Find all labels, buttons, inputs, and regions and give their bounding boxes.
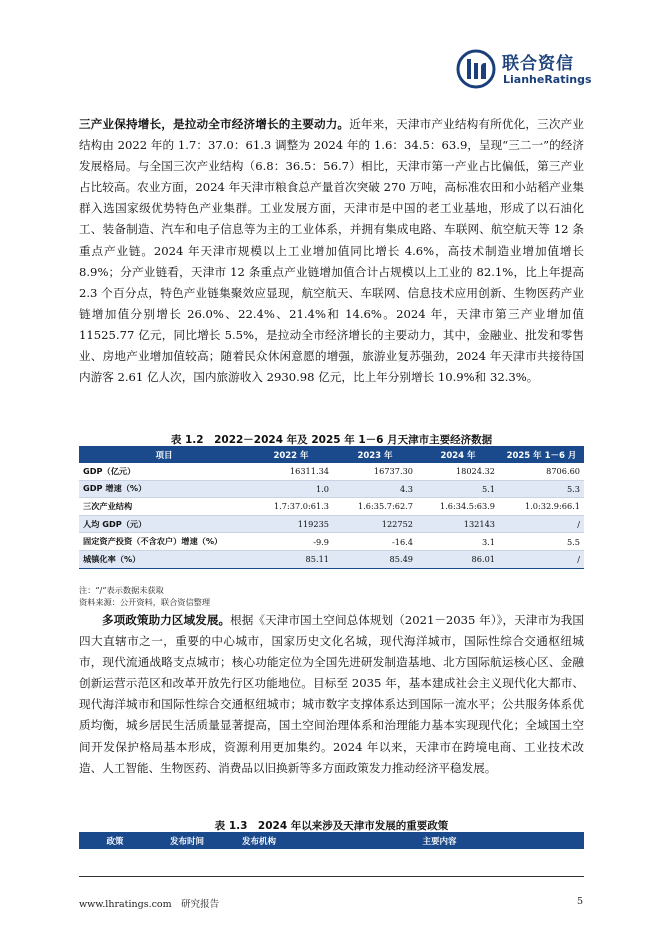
column-header: 项目 — [79, 446, 249, 463]
paragraph-body: 近年来，天津市产业结构有所优化，三次产业结构由 2022 年的 1.7：37.0：61.3 调整为 2024 年的 1.6：34.5：63.9，呈现“三二一”的经济发展格局。与全国三次产业结构（6.8：36.5：56.7）相比，天津市第一产业占比偏低，第三产业占比较高。农业方面，2024 年天津市粮食总产量首次突破 270 万吨，高标准农田和小站稻产业集群入选国家级优势特色产业集群。工业发展方面，天津市是中国的老工业基地，形成了以石油化工、装备制造、汽车和电子信息等为主的工业体系，并拥有集成电路、车联网、航空航天等 12 条重点产业链。2024 年天津市规模以上工业增加值同比增长 4.6%，高技术制造业增加值增长 8.9%；分产业链看，天津市 12 条重点产业链增加值合计占规模以上工业的 82.1%，比上年提高 2.3 个百分点，特色产业链集聚效应显现，航空航天、车联网、信息技术应用创新、生物医药产业链增加值分别增长 26.0%、22.4%、21.4%和 14.6%。2024 年，天津市第三产业增加值 11525.77 亿元，同比增长 5.5%，是拉动全市经济增长的主要动力，其中，金融业、批发和零售业、房地产业增加值较高；随着民众休闲意愿的增强，旅游业复苏强劲，2024 年天津市共接待国内游客 2.61 亿人次，国内旅游收入 2930.98 亿元，比上年分别增长 10.9%和 32.3%。 — [79, 117, 584, 385]
table-cell: 132143 — [417, 515, 499, 533]
page-number: 5 — [577, 896, 584, 907]
lianhe-logo-icon — [456, 49, 496, 89]
footer-site: www.lhratings.com 研究报告 — [79, 899, 220, 910]
table-cell: -16.4 — [333, 533, 417, 551]
paragraph-policy — [79, 610, 584, 779]
table-cell: 1.6:35.7:62.7 — [333, 498, 417, 516]
footer-divider — [79, 876, 584, 877]
table-row — [79, 498, 584, 516]
table-cell: 16311.34 — [249, 463, 333, 480]
row-label: 三次产业结构 — [79, 498, 249, 516]
policy-table — [79, 832, 584, 849]
table-row — [79, 515, 584, 533]
table-header-row — [79, 832, 584, 849]
row-label: 城镇化率（%） — [79, 550, 249, 568]
table-cell: / — [499, 550, 584, 568]
column-header: 主要内容 — [295, 832, 584, 849]
table-1-3-caption: 表 1.3 2024 年以来涉及天津市发展的重要政策 — [214, 820, 449, 832]
economic-data-table — [79, 446, 584, 569]
table-cell: 119235 — [249, 515, 333, 533]
logo — [456, 45, 606, 93]
row-label: GDP 增速（%） — [79, 480, 249, 498]
table-cell: 1.7:37.0:61.3 — [249, 498, 333, 516]
table-cell: 5.3 — [499, 480, 584, 498]
column-header: 发布时间 — [151, 832, 223, 849]
table-cell: 4.3 — [333, 480, 417, 498]
row-label: GDP（亿元） — [79, 463, 249, 480]
paragraph-body: 根据《天津市国土空间总体规划（2021－2035 年）》，天津市为我国四大直辖市之一，重要的中心城市，国家历史文化名城，现代海洋城市，国际性综合交通枢纽城市，现代流通战略支点城市；核心功能定位为全国先进研发制造基地、北方国际航运核心区、金融创新运营示范区和改革开放先行区功能地位。目标至 2035 年，基本建成社会主义现代化大都市、现代海洋城市和国际性综合交通枢纽城市；城市数字支撑体系达到国际一流水平；公共服务体系优质均衡，城乡居民生活质量显著提高，国土空间治理体系和治理能力基本实现现代化；全域国土空间开发保护格局基本形成，资源利用更加集约。2024 年以来，天津市在跨境电商、工业技术改造、人工智能、生物医药、消费品以旧换新等多方面政策发力推动经济平稳发展。 — [79, 613, 584, 775]
column-header: 政策 — [79, 832, 151, 849]
table-cell: -9.9 — [249, 533, 333, 551]
table-source: 资料来源：公开资料，联合资信整理 — [79, 597, 211, 607]
table-cell: 1.0 — [249, 480, 333, 498]
paragraph-lead: 三产业保持增长，是拉动全市经济增长的主要动力。 — [79, 117, 350, 131]
table-cell: / — [499, 515, 584, 533]
table-cell: 18024.32 — [417, 463, 499, 480]
table-cell: 16737.30 — [333, 463, 417, 480]
table-cell: 5.5 — [499, 533, 584, 551]
logo-chinese-text: 联合资信 — [502, 54, 574, 74]
table-cell: 122752 — [333, 515, 417, 533]
table-row — [79, 463, 584, 480]
table-cell: 5.1 — [417, 480, 499, 498]
table-cell: 8706.60 — [499, 463, 584, 480]
table-note: 注：“/”表示数据未获取 — [79, 585, 164, 595]
column-header: 2024 年 — [417, 446, 499, 463]
logo-english-text: LianheRatings — [503, 73, 592, 86]
table-cell: 86.01 — [417, 550, 499, 568]
paragraph-lead: 多项政策助力区域发展。 — [102, 613, 231, 627]
table-cell: 1.6:34.5:63.9 — [417, 498, 499, 516]
column-header: 2025 年 1－6 月 — [499, 446, 584, 463]
table-row — [79, 480, 584, 498]
table-row — [79, 533, 584, 551]
table-row — [79, 550, 584, 568]
table-cell: 1.0:32.9:66.1 — [499, 498, 584, 516]
row-label: 人均 GDP（元） — [79, 515, 249, 533]
table-header-row — [79, 446, 584, 463]
column-header: 2023 年 — [333, 446, 417, 463]
table-cell: 85.49 — [333, 550, 417, 568]
row-label: 固定资产投资（不含农户）增速（%） — [79, 533, 249, 551]
table-cell: 85.11 — [249, 550, 333, 568]
column-header: 2022 年 — [249, 446, 333, 463]
table-cell: 3.1 — [417, 533, 499, 551]
paragraph-tertiary-industry — [79, 114, 584, 388]
table-1-2-caption: 表 1.2 2022－2024 年及 2025 年 1－6 月天津市主要经济数据 — [170, 434, 493, 446]
column-header: 发布机构 — [223, 832, 295, 849]
